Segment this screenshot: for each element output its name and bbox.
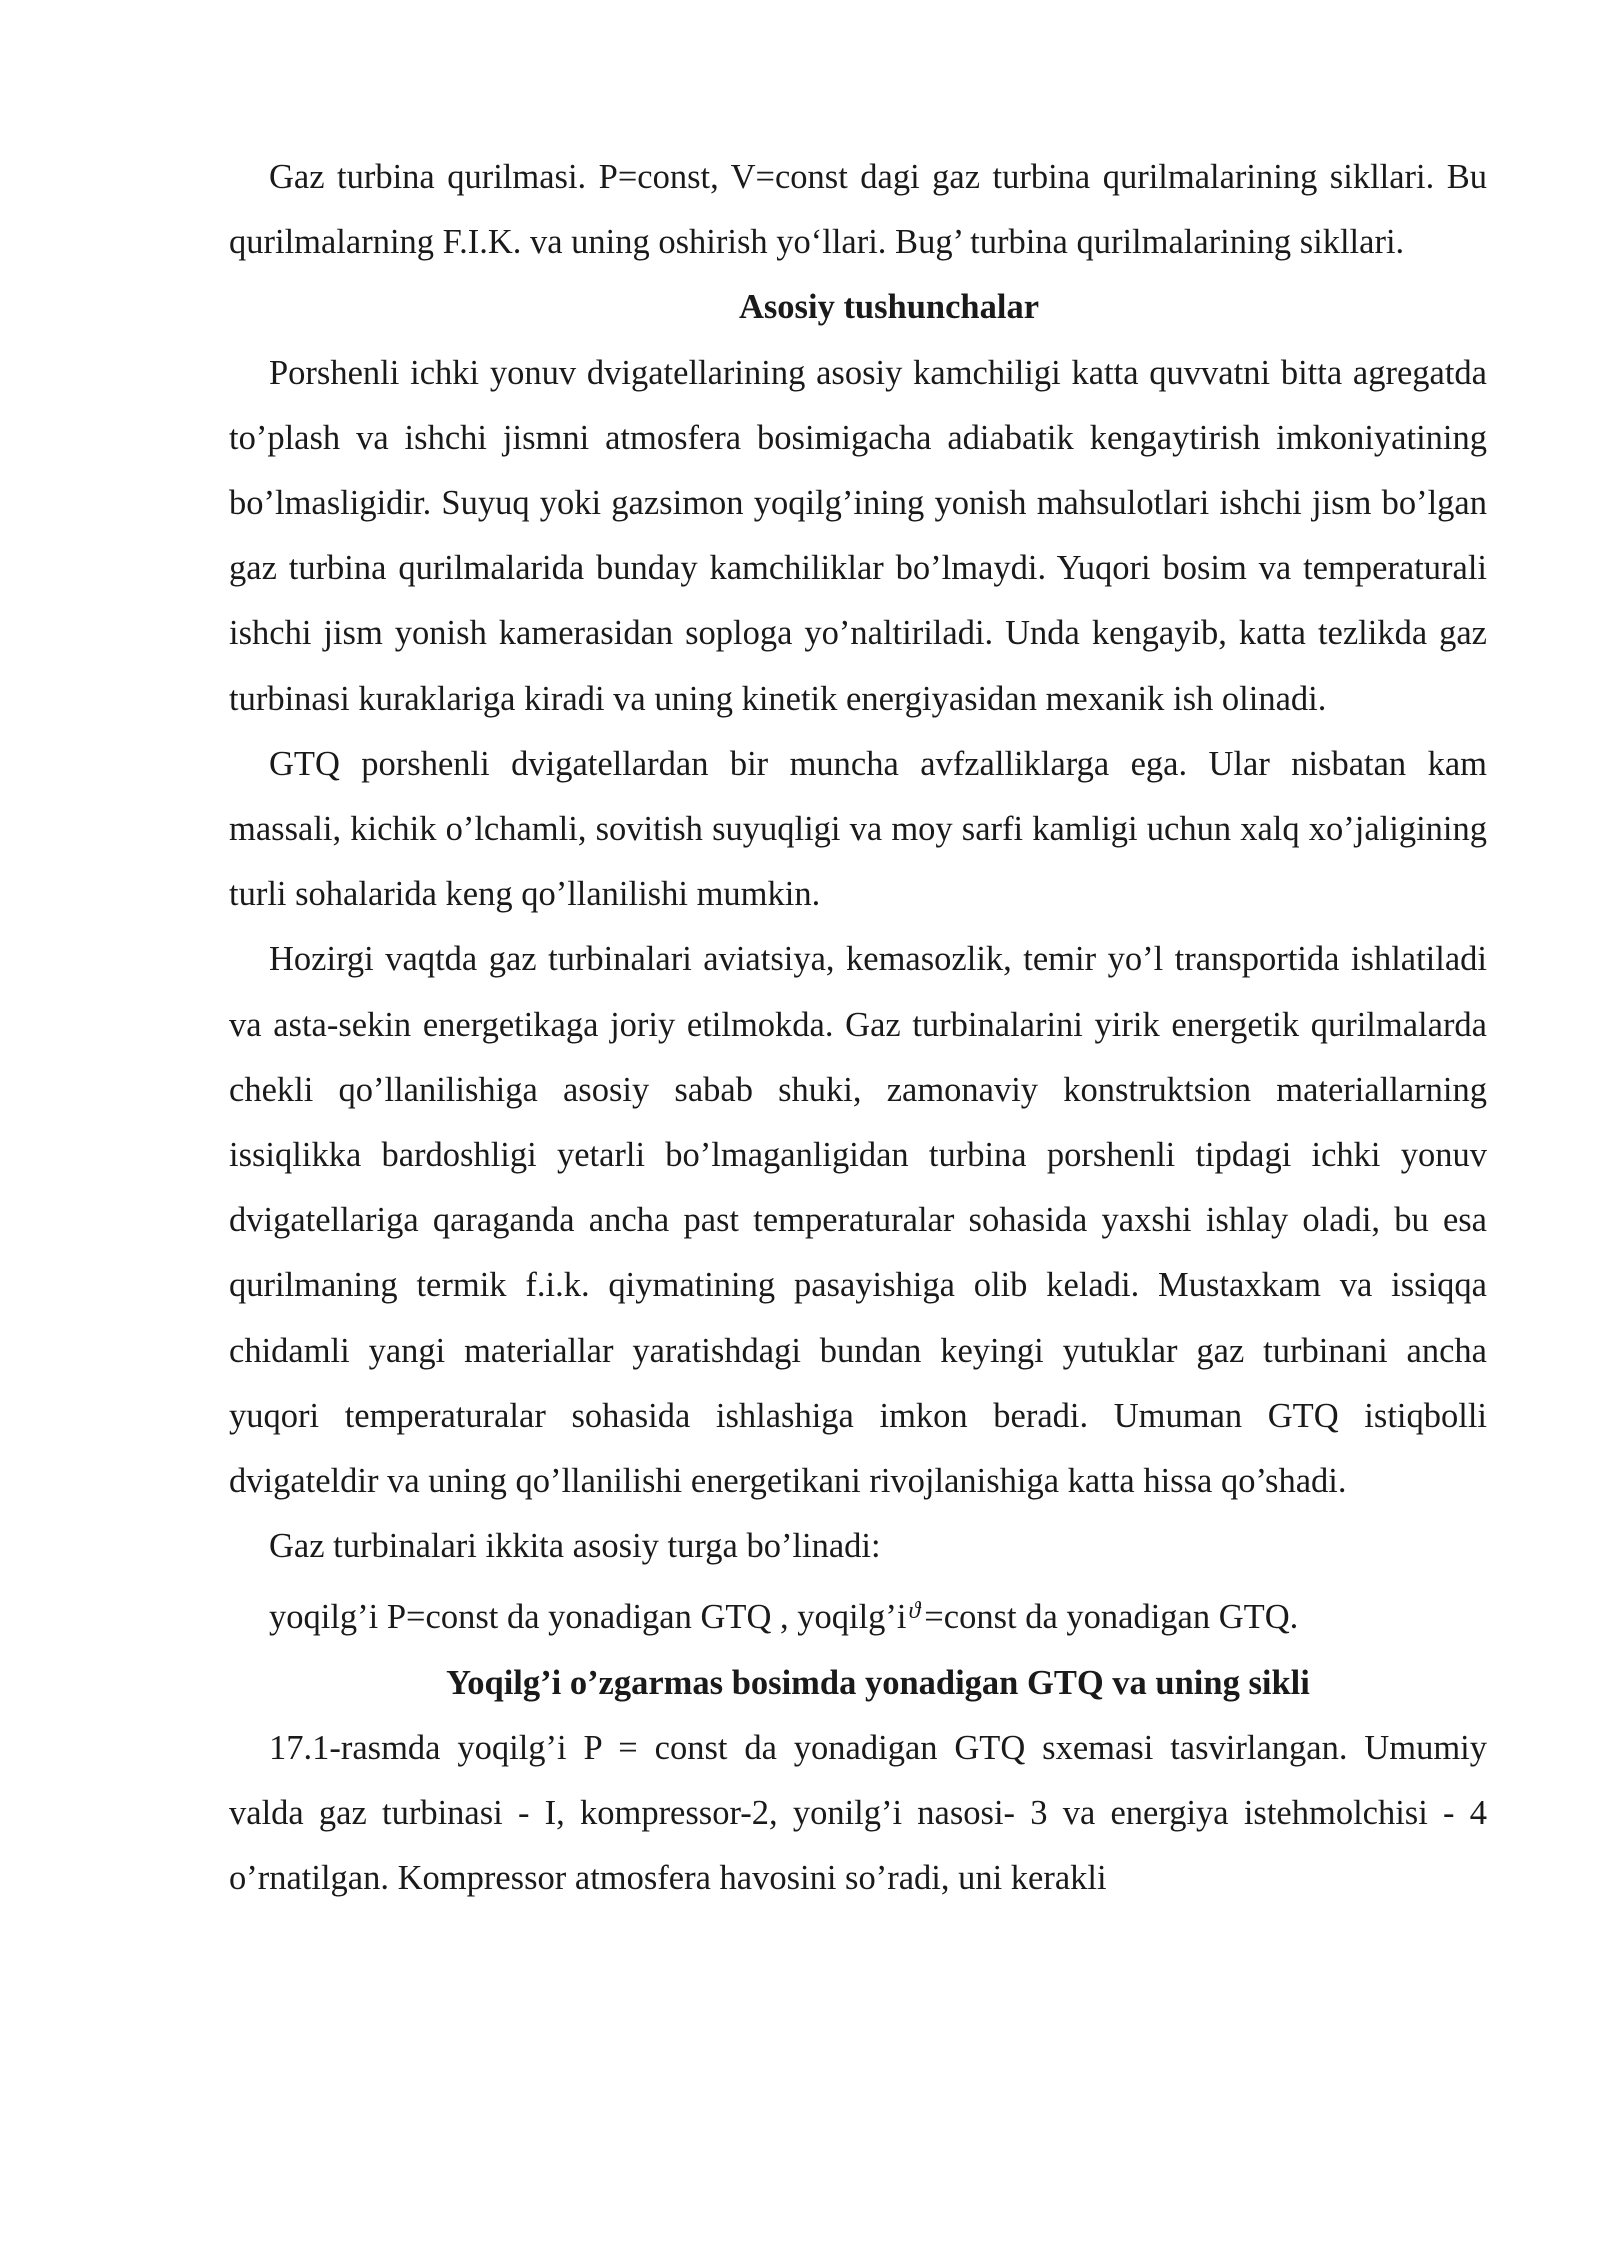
paragraph-applications: Hozirgi vaqtda gaz turbinalari aviatsiya, kemasozlik, temir yo’l transportida ishlatiladi va asta-sekin energetikaga joriy etilmokda. Gaz turbinalarini yirik energetik qurilmalarda chekli qo’llanilishiga asosiy sabab shuki, zamonaviy konstruktsion materiallarning issiqlikka bardoshligi yetarli bo’lmaganligidan turbina porshenli tipdagi ichki yonuv dvigatellariga qaraganda ancha past temperaturalar sohasida yaxshi ishlay oladi, bu esa qurilmaning termik f.i.k. qiymatining pasayishiga olib keladi. Mustaxkam va issiqqa chidamli yangi materiallar yaratishdagi bundan keyingi yutuklar gaz turbinani ancha yuqori temperaturalar sohasida ishlashiga imkon beradi. Umuman GTQ istiqbolli dvigateldir va uning qo’llanilishi energetikani rivojlanishiga katta hissa qo’shadi. [229,940,1487,1501]
paragraph-advantages: GTQ porshenli dvigatellardan bir muncha avfzalliklarga ega. Ular nisbatan kam massali, kichik o’lchamli, sovitish suyuqligi va moy sarfi kamligi uchun xalq xo’jaligining turli sohalarida keng qo’llanilishi mumkin. [229,744,1487,914]
theta-symbol: ϑ [908,1598,921,1625]
paragraph-drawbacks: Porshenli ichki yonuv dvigatellarining asosiy kamchiligi katta quvvatni bitta agregatda to’plash va ishchi jismni atmosfera bosimigacha adiabatik kengaytirish imkoniyatining bo’lmasligidir. Suyuq yoki gazsimon yoqilg’ining yonish mahsulotlari ishchi jism bo’lgan gaz turbina qurilmalarida bunday kamchiliklar bo’lmaydi. Yuqori bosim va temperaturali ishchi jism yonish kamerasidan soploga yo’naltiriladi. Unda kengayib, katta tezlikda gaz turbinasi kuraklariga kiradi va uning kinetik energiyasidan mexanik ish olinadi. [229,353,1487,718]
types-part-constant-volume: =const da yonadigan GTQ. [924,1598,1299,1637]
document-page [229,145,1487,1911]
paragraph-types-list [229,1579,1487,1650]
section-heading-constant-pressure-cycle: Yoqilg’i o’zgarmas bosimda yonadigan GTQ va uning sikli [446,1663,1310,1702]
types-part-constant-pressure: yoqilg’i P=const da yonadigan GTQ , yoqilg’i [269,1598,907,1637]
intro-paragraph: Gaz turbina qurilmasi. P=const, V=const dagi gaz turbina qurilmalarining sikllari. Bu qurilmalarning F.I.K. va uning oshirish yo‘llari. Bug’ turbina qurilmalarining sikllari. [229,158,1487,262]
paragraph-scheme-description: 17.1-rasmda yoqilg’i P = const da yonadigan GTQ sxemasi tasvirlangan. Umumiy valda gaz turbinasi - I, kompressor-2, yonilg’i nasosi- 3 va energiya istehmolchisi - 4 o’rnatilgan. Kompressor atmosfera havosini so’radi, uni kerakli [229,1728,1487,1898]
paragraph-types-intro: Gaz turbinalari ikkita asosiy turga bo’linadi: [269,1527,881,1566]
section-heading-basic-concepts: Asosiy tushunchalar [738,288,1040,327]
